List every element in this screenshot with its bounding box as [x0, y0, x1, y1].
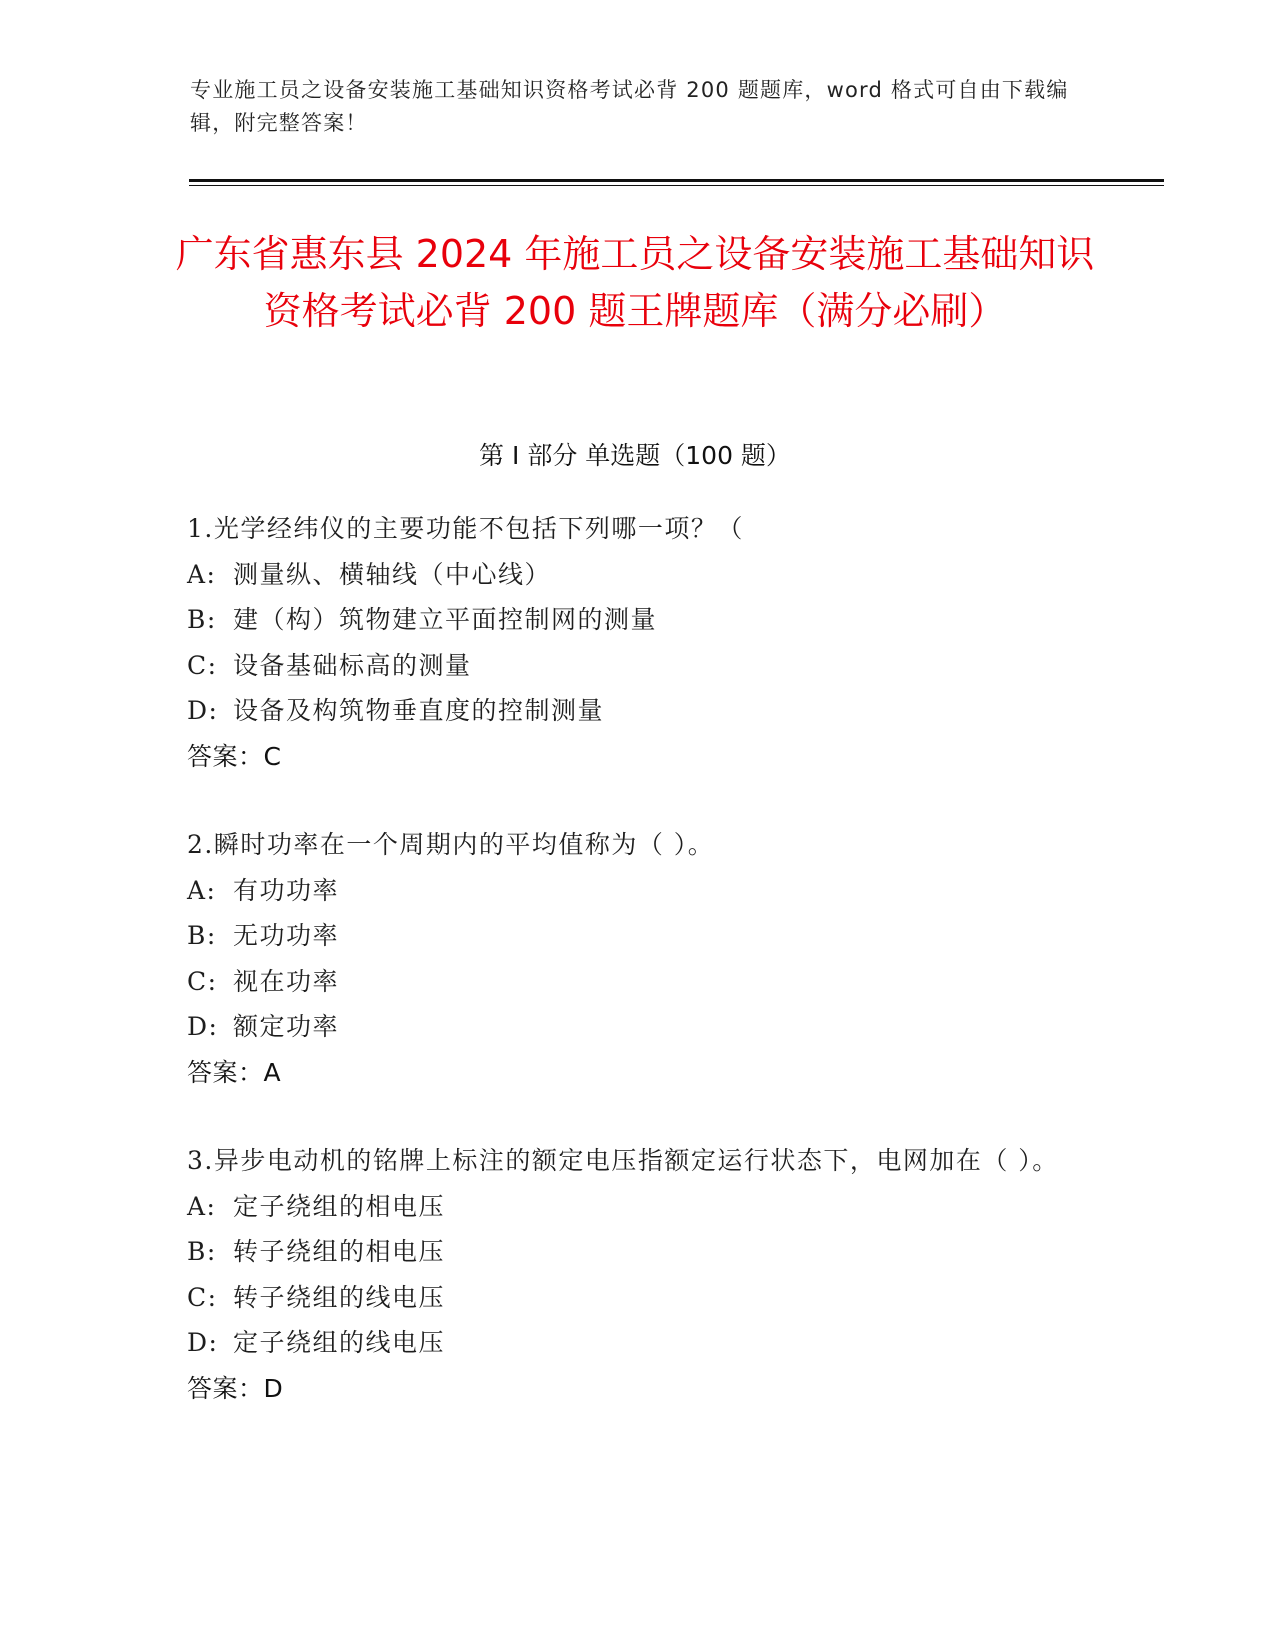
question-stem: 3.异步电动机的铭牌上标注的额定电压指额定运行状态下，电网加在（ ）。 — [187, 1146, 1059, 1175]
option-d — [187, 1320, 1067, 1366]
option-text: 测量纵、横轴线（中心线） — [233, 559, 552, 589]
option-key: D: — [187, 1328, 219, 1357]
question-1 — [187, 506, 1067, 779]
header-note: 专业施工员之设备安装施工基础知识资格考试必背 200 题题库，word 格式可自由下载编辑，附完整答案！ — [190, 78, 1069, 135]
answer-line: 答案：C — [187, 741, 282, 771]
answer-line: 答案：D — [187, 1373, 284, 1403]
header-divider-thin — [189, 185, 1164, 186]
option-key: C: — [187, 1282, 218, 1312]
option-text: 无功功率 — [233, 921, 340, 950]
option-key: A: — [187, 875, 217, 905]
question-stem: 2.瞬时功率在一个周期内的平均值称为（ ）。 — [187, 830, 715, 859]
option-c — [187, 1275, 1067, 1321]
option-b — [187, 1229, 1067, 1275]
option-key: D: — [187, 696, 219, 725]
option-d — [187, 1004, 1067, 1050]
option-c — [187, 643, 1067, 689]
option-text: 建（构）筑物建立平面控制网的测量 — [233, 605, 658, 634]
option-text: 设备及构筑物垂直度的控制测量 — [233, 696, 605, 725]
option-text: 转子绕组的线电压 — [233, 1282, 446, 1312]
option-text: 视在功率 — [233, 966, 340, 996]
option-key: D: — [187, 1012, 219, 1041]
option-a — [187, 1184, 1067, 1230]
option-text: 额定功率 — [233, 1012, 340, 1041]
option-a — [187, 552, 1067, 598]
option-text: 转子绕组的相电压 — [233, 1237, 446, 1266]
option-b — [187, 597, 1067, 643]
document-title: 广东省惠东县 2024 年施工员之设备安装施工基础知识资格考试必背 200 题王牌题库（满分必刷） — [175, 232, 1095, 333]
option-key: B: — [187, 1237, 217, 1266]
answer-line: 答案：A — [187, 1057, 282, 1087]
option-text: 有功功率 — [233, 875, 340, 905]
option-key: A: — [187, 559, 217, 589]
option-text: 定子绕组的相电压 — [233, 1191, 446, 1221]
header-divider-thick — [189, 179, 1164, 182]
option-text: 设备基础标高的测量 — [233, 650, 472, 680]
option-text: 定子绕组的线电压 — [233, 1328, 446, 1357]
option-key: B: — [187, 921, 217, 950]
question-stem: 1.光学经纬仪的主要功能不包括下列哪一项？（ — [187, 514, 744, 543]
option-b — [187, 913, 1067, 959]
option-key: C: — [187, 650, 218, 680]
option-key: A: — [187, 1191, 217, 1221]
option-a — [187, 868, 1067, 914]
option-c — [187, 959, 1067, 1005]
question-3 — [187, 1138, 1067, 1411]
option-d — [187, 688, 1067, 734]
question-2 — [187, 822, 1067, 1095]
option-key: C: — [187, 966, 218, 996]
option-key: B: — [187, 605, 217, 634]
section-title: 第 I 部分 单选题（100 题） — [479, 441, 791, 470]
